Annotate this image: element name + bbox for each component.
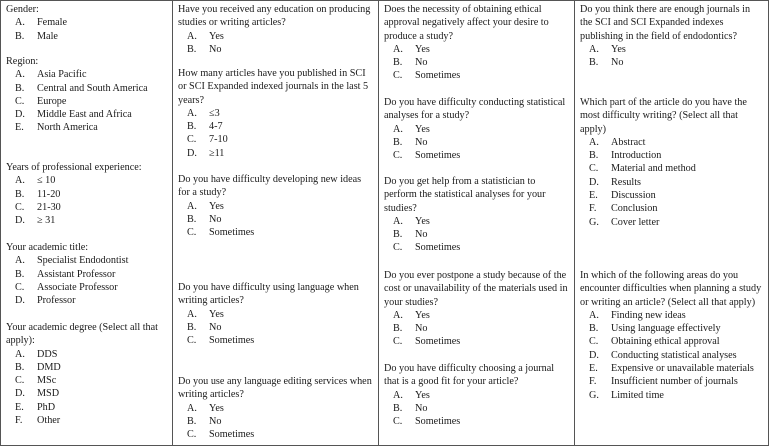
question-block (384, 3, 570, 83)
answer-option (6, 201, 168, 214)
option-letter: E. (589, 190, 598, 202)
option-letter: F. (15, 415, 23, 427)
option-letter: B. (393, 402, 403, 414)
answer-option (580, 309, 764, 322)
option-letter: F. (589, 376, 597, 388)
question-block (384, 96, 570, 162)
option-letter: C. (393, 336, 403, 348)
question-block (178, 67, 374, 160)
option-label: Yes (209, 402, 224, 414)
option-letter: B. (393, 229, 403, 241)
answer-option (6, 121, 168, 134)
option-letter: C. (393, 70, 403, 82)
option-letter: A. (15, 175, 25, 187)
answer-option (384, 149, 570, 162)
option-label: Male (37, 30, 58, 42)
answer-option (178, 120, 374, 133)
answer-option (178, 402, 374, 415)
option-letter: C. (589, 163, 599, 175)
option-letter: A. (589, 43, 599, 55)
option-label: North America (37, 122, 98, 134)
option-label: Finding new ideas (611, 309, 686, 321)
answer-option (580, 56, 764, 69)
option-label: DMD (37, 361, 61, 373)
option-letter: A. (15, 255, 25, 267)
option-list (178, 107, 374, 160)
answer-option (384, 136, 570, 149)
option-label: Sometimes (415, 336, 461, 348)
option-list (580, 309, 764, 402)
option-list (384, 389, 570, 429)
option-letter: C. (15, 201, 25, 213)
question-text: Do you get help from a statistician to perform the statistical analyses for your studies? (384, 176, 546, 214)
option-label: Europe (37, 95, 67, 107)
option-list (580, 136, 764, 229)
answer-option (580, 136, 764, 149)
option-letter: B. (15, 30, 25, 42)
option-letter: A. (393, 309, 403, 321)
question-text: In which of the following areas do you encounter difficulties when planning a study or writing an article? (Select all that apply) (580, 270, 762, 308)
answer-option (580, 43, 764, 56)
option-label: Yes (209, 200, 224, 212)
answer-option (178, 30, 374, 43)
option-letter: B. (187, 321, 197, 333)
column-4 (575, 1, 768, 445)
option-label: MSD (37, 388, 60, 400)
option-label: ≥11 (209, 147, 225, 159)
option-letter: C. (393, 416, 403, 428)
option-label: No (415, 136, 428, 148)
option-letter: B. (15, 361, 25, 373)
answer-option (384, 309, 570, 322)
question-text: Does the necessity of obtaining ethical approval negatively affect your desire to produce a study? (384, 4, 549, 42)
column-3 (379, 1, 575, 445)
option-label: Yes (209, 30, 224, 42)
option-label: Yes (415, 389, 430, 401)
option-letter: B. (15, 188, 25, 200)
option-label: No (415, 229, 428, 241)
answer-option (178, 147, 374, 160)
answer-option (178, 200, 374, 213)
answer-option (178, 213, 374, 226)
question-text: Do you have difficulty using language when writing articles? (178, 282, 359, 307)
question-block (178, 173, 374, 239)
answer-option (580, 176, 764, 189)
option-label: 4-7 (209, 121, 223, 133)
option-letter: D. (589, 349, 599, 361)
option-letter: G. (589, 389, 599, 401)
answer-option (6, 30, 168, 43)
option-label: Other (37, 415, 61, 427)
answer-option (580, 389, 764, 402)
option-letter: A. (589, 309, 599, 321)
option-letter: A. (15, 348, 25, 360)
answer-option (384, 389, 570, 402)
option-list (178, 402, 374, 442)
question-text: Region: (6, 56, 39, 67)
option-label: Expensive or unavailable materials (611, 363, 754, 375)
option-label: Results (611, 176, 642, 188)
answer-option (384, 402, 570, 415)
option-list (384, 43, 570, 83)
option-list (178, 200, 374, 240)
answer-option (384, 69, 570, 82)
question-block (6, 3, 168, 43)
question-block (6, 321, 168, 427)
answer-option (384, 322, 570, 335)
answer-option (6, 95, 168, 108)
answer-option (178, 107, 374, 120)
answer-option (580, 362, 764, 375)
option-label: Sometimes (209, 335, 255, 347)
question-block (384, 175, 570, 255)
option-list (178, 308, 374, 348)
answer-option (6, 348, 168, 361)
question-text: Gender: (6, 4, 39, 15)
option-label: No (209, 213, 222, 225)
option-label: PhD (37, 401, 56, 413)
answer-option (580, 322, 764, 335)
answer-option (580, 216, 764, 229)
question-text: Do you use any language editing services when writing articles? (178, 376, 372, 401)
answer-option (178, 133, 374, 146)
question-block (178, 281, 374, 347)
option-letter: C. (187, 134, 197, 146)
option-label: No (415, 57, 428, 69)
option-letter: A. (393, 123, 403, 135)
answer-option (6, 374, 168, 387)
question-text: Years of professional experience: (6, 162, 142, 173)
answer-option (6, 16, 168, 29)
option-label: Sometimes (209, 227, 255, 239)
answer-option (580, 149, 764, 162)
option-letter: A. (187, 30, 197, 42)
answer-option (580, 349, 764, 362)
option-label: Associate Professor (37, 281, 118, 293)
option-letter: B. (393, 136, 403, 148)
question-block (6, 161, 168, 227)
option-label: Female (37, 17, 67, 29)
answer-option (6, 294, 168, 307)
column-1 (1, 1, 173, 445)
option-label: ≤3 (209, 107, 220, 119)
question-text: Do you ever postpone a study because of the cost or unavailability of the materials used in your studies? (384, 270, 568, 308)
option-letter: C. (15, 375, 25, 387)
option-label: Specialist Endodontist (37, 255, 129, 267)
answer-option (384, 123, 570, 136)
option-label: Yes (209, 308, 224, 320)
answer-option (580, 202, 764, 215)
option-letter: C. (187, 227, 197, 239)
question-text: Do you have difficulty developing new ideas for a study? (178, 174, 362, 199)
option-letter: A. (187, 107, 197, 119)
option-letter: B. (187, 213, 197, 225)
answer-option (6, 82, 168, 95)
answer-option (6, 174, 168, 187)
option-label: 21-30 (37, 201, 61, 213)
option-label: Yes (415, 309, 430, 321)
option-label: No (209, 321, 222, 333)
option-label: ≥ 31 (37, 215, 56, 227)
option-label: DDS (37, 348, 58, 360)
option-label: Asia Pacific (37, 69, 87, 81)
option-list (384, 215, 570, 255)
option-list (6, 68, 168, 134)
option-letter: D. (187, 147, 197, 159)
option-letter: A. (15, 17, 25, 29)
option-letter: C. (589, 336, 599, 348)
answer-option (580, 189, 764, 202)
answer-option (6, 188, 168, 201)
option-letter: E. (15, 122, 24, 134)
option-letter: A. (187, 402, 197, 414)
question-text: Do you think there are enough journals in the SCI and SCI Expanded indexes publishing in the field of endodontics? (580, 4, 751, 42)
option-label: No (611, 57, 624, 69)
option-label: Sometimes (415, 150, 461, 162)
option-letter: C. (393, 150, 403, 162)
option-label: Material and method (611, 163, 696, 175)
option-letter: C. (187, 335, 197, 347)
option-label: No (415, 323, 428, 335)
answer-option (384, 335, 570, 348)
answer-option (580, 335, 764, 348)
option-letter: C. (15, 95, 25, 107)
option-list (6, 254, 168, 307)
option-label: Discussion (611, 190, 656, 202)
option-letter: B. (393, 57, 403, 69)
option-label: Professor (37, 295, 76, 307)
option-label: MSc (37, 375, 57, 387)
option-label: Sometimes (415, 242, 461, 254)
option-letter: C. (393, 242, 403, 254)
option-label: Introduction (611, 150, 662, 162)
option-letter: D. (15, 295, 25, 307)
question-block (6, 241, 168, 307)
answer-option (6, 254, 168, 267)
question-text: Your academic title: (6, 242, 89, 253)
option-label: ≤ 10 (37, 175, 56, 187)
option-list (580, 43, 764, 70)
option-label: Sometimes (209, 429, 255, 441)
option-letter: E. (15, 401, 24, 413)
option-letter: A. (187, 308, 197, 320)
answer-option (6, 361, 168, 374)
question-block (580, 96, 764, 229)
question-text: Have you received any education on producing studies or writing articles? (178, 4, 371, 29)
answer-option (384, 415, 570, 428)
question-block (580, 269, 764, 402)
option-label: Insufficient number of journals (611, 376, 738, 388)
option-list (384, 309, 570, 349)
option-letter: B. (393, 323, 403, 335)
answer-option (178, 334, 374, 347)
answer-option (384, 43, 570, 56)
option-label: 11-20 (37, 188, 61, 200)
option-label: 7-10 (209, 134, 228, 146)
option-label: Limited time (611, 389, 664, 401)
option-label: Conducting statistical analyses (611, 349, 737, 361)
question-text: How many articles have you published in SCI or SCI Expanded indexed journals in the last 5 years? (178, 68, 369, 106)
option-letter: C. (15, 281, 25, 293)
option-letter: D. (15, 109, 25, 121)
option-label: Yes (611, 43, 626, 55)
option-letter: A. (589, 136, 599, 148)
question-block (6, 55, 168, 135)
option-letter: B. (187, 415, 197, 427)
answer-option (6, 214, 168, 227)
option-label: Central and South America (37, 82, 148, 94)
answer-option (178, 43, 374, 56)
option-letter: A. (187, 200, 197, 212)
answer-option (178, 226, 374, 239)
option-letter: E. (589, 363, 598, 375)
option-list (6, 16, 168, 43)
option-label: Yes (415, 43, 430, 55)
column-2 (173, 1, 379, 445)
answer-option (384, 228, 570, 241)
option-letter: A. (393, 389, 403, 401)
answer-option (6, 387, 168, 400)
answer-option (178, 415, 374, 428)
answer-option (178, 428, 374, 441)
question-text: Do you have difficulty conducting statistical analyses for a study? (384, 97, 566, 122)
option-letter: D. (15, 388, 25, 400)
option-label: No (415, 402, 428, 414)
option-letter: B. (15, 82, 25, 94)
option-letter: A. (15, 69, 25, 81)
option-label: Yes (415, 215, 430, 227)
question-text: Do you have difficulty choosing a journal that is a good fit for your article? (384, 363, 555, 388)
option-label: No (209, 415, 222, 427)
option-label: Yes (415, 123, 430, 135)
answer-option (384, 56, 570, 69)
option-label: Conclusion (611, 203, 658, 215)
question-text: Your academic degree (Select all that apply): (6, 322, 158, 347)
option-label: Assistant Professor (37, 268, 116, 280)
option-letter: A. (393, 215, 403, 227)
question-block (384, 362, 570, 428)
option-letter: B. (589, 323, 599, 335)
option-letter: B. (187, 121, 197, 133)
option-letter: G. (589, 216, 599, 228)
answer-option (6, 268, 168, 281)
question-block (178, 3, 374, 56)
answer-option (6, 108, 168, 121)
answer-option (6, 281, 168, 294)
answer-option (178, 321, 374, 334)
answer-option (384, 215, 570, 228)
answer-option (178, 308, 374, 321)
question-text: Which part of the article do you have the most difficulty writing? (Select all that apply) (580, 97, 747, 135)
question-block (178, 375, 374, 441)
answer-option (384, 241, 570, 254)
option-label: Obtaining ethical approval (611, 336, 720, 348)
option-letter: F. (589, 203, 597, 215)
option-label: Cover letter (611, 216, 660, 228)
question-block (580, 3, 764, 69)
option-letter: B. (15, 268, 25, 280)
option-label: Using language effectively (611, 323, 721, 335)
option-label: Sometimes (415, 416, 461, 428)
option-list (178, 30, 374, 57)
option-letter: B. (187, 43, 197, 55)
answer-option (580, 162, 764, 175)
option-letter: D. (589, 176, 599, 188)
answer-option (6, 68, 168, 81)
option-letter: D. (15, 215, 25, 227)
option-list (6, 174, 168, 227)
option-label: No (209, 43, 222, 55)
option-label: Abstract (611, 136, 646, 148)
option-letter: A. (393, 43, 403, 55)
option-letter: B. (589, 57, 599, 69)
answer-option (6, 414, 168, 427)
option-letter: B. (589, 150, 599, 162)
answer-option (6, 401, 168, 414)
answer-option (580, 375, 764, 388)
option-letter: C. (187, 429, 197, 441)
option-list (6, 348, 168, 428)
option-label: Sometimes (415, 70, 461, 82)
question-block (384, 269, 570, 349)
option-list (384, 123, 570, 163)
option-label: Middle East and Africa (37, 109, 132, 121)
